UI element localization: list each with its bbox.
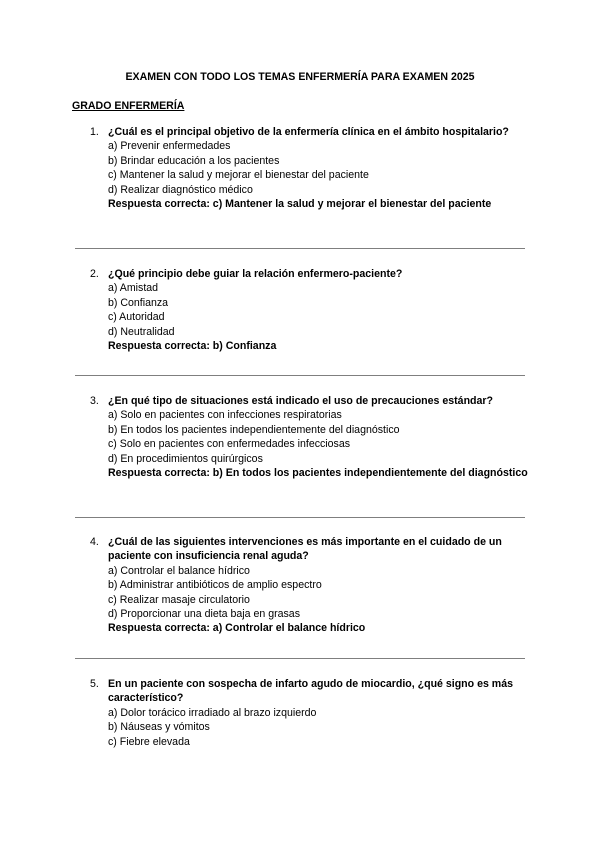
divider: [75, 517, 525, 518]
option-b: b) En todos los pacientes independientemente del diagnóstico: [108, 423, 400, 436]
correct-answer: Respuesta correcta: c) Mantener la salud y mejorar el bienestar del paciente: [108, 198, 492, 211]
question-text: ¿Cuál de las siguientes intervenciones es más importante en el cuidado de un paciente con insuficiencia renal aguda?: [108, 536, 502, 563]
option-d: d) Proporcionar una dieta baja en grasas: [108, 608, 300, 621]
divider: [75, 248, 525, 249]
document-title: EXAMEN CON TODO LOS TEMAS ENFERMERÍA PARA EXAMEN 2025: [125, 71, 475, 83]
option-c: c) Mantener la salud y mejorar el bienestar del paciente: [108, 169, 369, 182]
question-number: 1.: [90, 126, 99, 138]
question-1: [90, 125, 530, 211]
option-a: a) Controlar el balance hídrico: [108, 564, 250, 577]
option-c: c) Solo en pacientes con enfermedades infecciosas: [108, 438, 351, 451]
question-5: [90, 677, 530, 749]
option-a: a) Dolor torácico irradiado al brazo izquierdo: [108, 706, 317, 719]
question-number: 2.: [90, 268, 99, 280]
correct-answer: Respuesta correcta: b) En todos los pacientes independientemente del diagnóstico: [108, 467, 528, 480]
question-text: ¿En qué tipo de situaciones está indicado el uso de precauciones estándar?: [108, 395, 494, 407]
option-c: c) Realizar masaje circulatorio: [108, 593, 250, 606]
option-c: c) Autoridad: [108, 311, 165, 324]
question-number: 4.: [90, 536, 99, 548]
option-b: b) Confianza: [108, 296, 169, 309]
option-b: b) Náuseas y vómitos: [108, 721, 210, 734]
question-text: En un paciente con sospecha de infarto agudo de miocardio, ¿qué signo es más característico?: [108, 678, 513, 705]
option-b: b) Administrar antibióticos de amplio espectro: [108, 579, 322, 592]
question-text: ¿Qué principio debe guiar la relación enfermero-paciente?: [108, 268, 403, 280]
question-2: [90, 267, 530, 353]
option-d: d) En procedimientos quirúrgicos: [108, 452, 263, 465]
correct-answer: Respuesta correcta: a) Controlar el balance hídrico: [108, 622, 366, 635]
question-4: [90, 535, 530, 636]
divider: [75, 658, 525, 659]
question-3: [90, 394, 530, 480]
option-d: d) Realizar diagnóstico médico: [108, 183, 253, 196]
section-heading: GRADO ENFERMERÍA: [72, 100, 185, 112]
option-d: d) Neutralidad: [108, 325, 175, 338]
question-number: 5.: [90, 678, 99, 690]
option-c: c) Fiebre elevada: [108, 735, 190, 748]
option-a: a) Solo en pacientes con infecciones respiratorias: [108, 409, 342, 422]
option-b: b) Brindar educación a los pacientes: [108, 154, 280, 167]
correct-answer: Respuesta correcta: b) Confianza: [108, 340, 277, 353]
question-text: ¿Cuál es el principal objetivo de la enfermería clínica en el ámbito hospitalario?: [108, 126, 509, 138]
divider: [75, 375, 525, 376]
option-a: a) Prevenir enfermedades: [108, 140, 231, 153]
option-a: a) Amistad: [108, 282, 159, 295]
question-number: 3.: [90, 395, 99, 407]
